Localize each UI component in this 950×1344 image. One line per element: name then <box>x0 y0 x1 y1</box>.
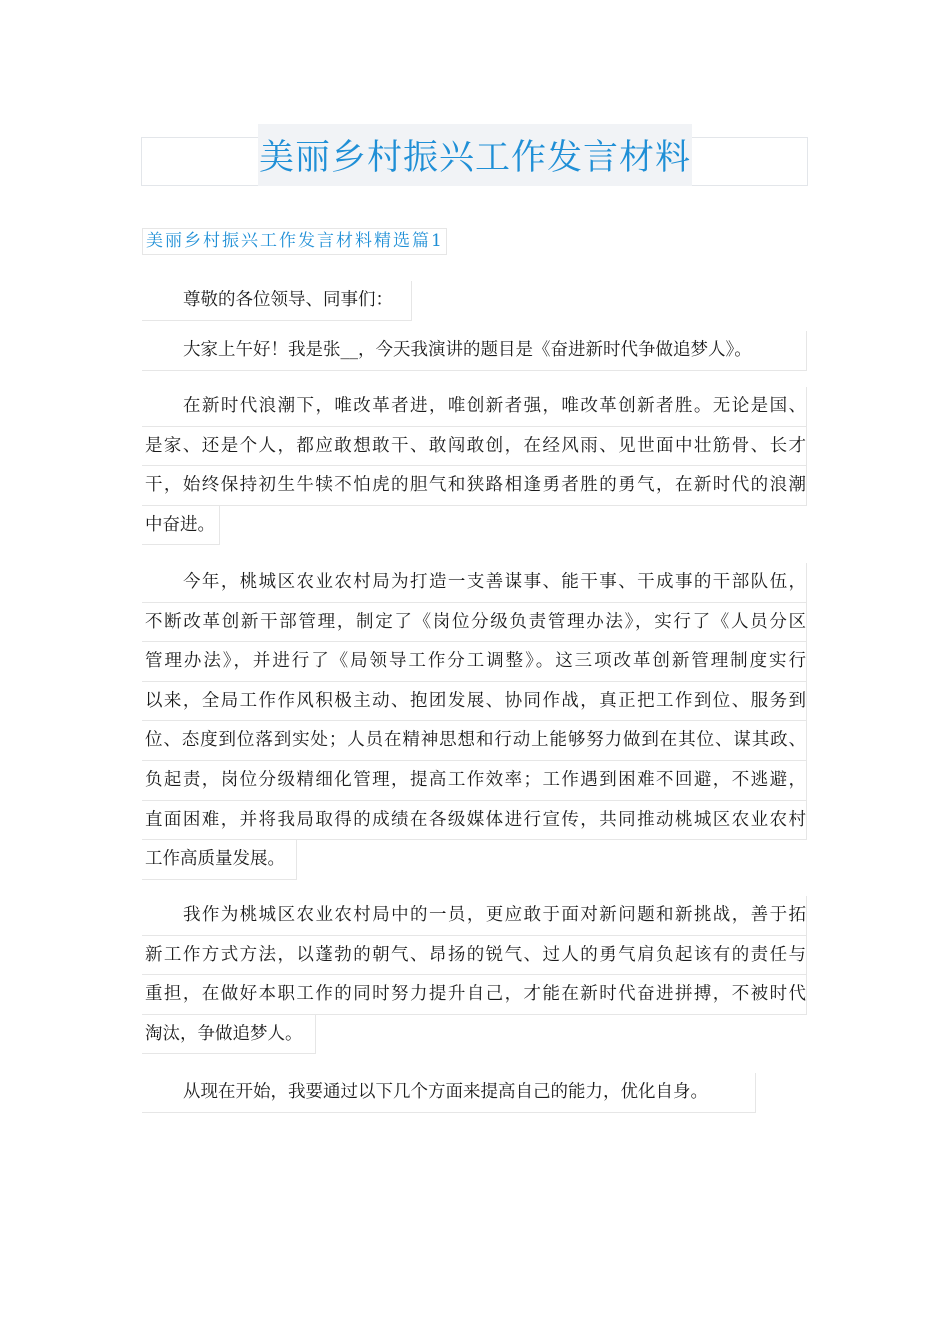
paragraph-new-era <box>142 387 807 545</box>
paragraph-line: 重担，在做好本职工作的同时努力提升自己，才能在新时代奋进拼搏，不被时代 <box>142 975 807 1015</box>
paragraph-line: 新工作方式方法，以蓬勃的朝气、昂扬的锐气、过人的勇气肩负起该有的责任与 <box>142 936 807 976</box>
paragraph-intro <box>142 331 807 371</box>
paragraph-line: 不断改革创新干部管理，制定了《岗位分级负责管理办法》，实行了《人员分区 <box>142 603 807 643</box>
paragraph-line: 管理办法》，并进行了《局领导工作分工调整》。这三项改革创新管理制度实行 <box>142 642 807 682</box>
paragraph-line: 干，始终保持初生牛犊不怕虎的胆气和狭路相逢勇者胜的勇气，在新时代的浪潮 <box>142 466 807 506</box>
paragraph-line: 是家、还是个人，都应敢想敢干、敢闯敢创，在经风雨、见世面中壮筋骨、长才 <box>142 427 807 467</box>
paragraph-plan <box>142 1073 756 1113</box>
paragraph-line: 我作为桃城区农业农村局中的一员，更应敢于面对新问题和新挑战，善于拓 <box>142 896 807 936</box>
paragraph-line: 工作高质量发展。 <box>142 840 297 880</box>
paragraph-line: 今年，桃城区农业农村局为打造一支善谋事、能干事、干成事的干部队伍， <box>142 563 807 603</box>
title-box <box>258 124 692 186</box>
paragraph-line: 负起责，岗位分级精细化管理，提高工作效率；工作遇到困难不回避，不逃避， <box>142 761 807 801</box>
page-title: 美丽乡村振兴工作发言材料 <box>258 138 691 178</box>
paragraph-member <box>142 896 807 1054</box>
paragraph-line: 以来，全局工作作风积极主动、抱团发展、协同作战，真正把工作到位、服务到 <box>142 682 807 722</box>
paragraph-line: 大家上午好！我是张__，今天我演讲的题目是《奋进新时代争做追梦人》。 <box>142 331 807 371</box>
paragraph-line: 从现在开始，我要通过以下几个方面来提高自己的能力，优化自身。 <box>142 1073 756 1113</box>
paragraph-greeting <box>142 281 412 321</box>
paragraph-line: 直面困难，并将我局取得的成绩在各级媒体进行宣传，共同推动桃城区农业农村 <box>142 801 807 841</box>
paragraph-line: 淘汰，争做追梦人。 <box>142 1015 316 1055</box>
section-subtitle: 美丽乡村振兴工作发言材料精选篇1 <box>142 228 447 255</box>
paragraph-line: 位、态度到位落到实处；人员在精神思想和行动上能够努力做到在其位、谋其政、 <box>142 721 807 761</box>
paragraph-line: 中奋进。 <box>142 506 220 546</box>
paragraph-reform <box>142 563 807 880</box>
paragraph-line: 尊敬的各位领导、同事们： <box>142 281 412 321</box>
paragraph-line: 在新时代浪潮下，唯改革者进，唯创新者强，唯改革创新者胜。无论是国、 <box>142 387 807 427</box>
